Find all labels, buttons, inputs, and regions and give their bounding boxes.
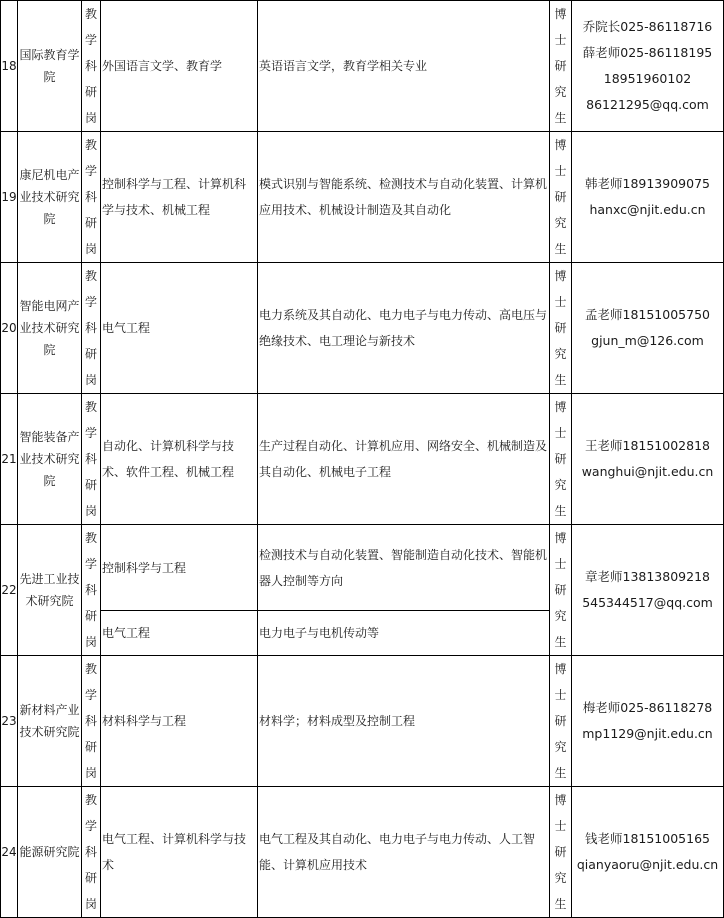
- contact-line: 545344517@qq.com: [582, 595, 713, 610]
- contact-line: 梅老师025-86118278: [582, 700, 713, 715]
- education-level: 博 士 研 究 生: [550, 394, 572, 525]
- major-cell: 电气工程、计算机科学与技术: [101, 787, 258, 918]
- table-row: [1, 787, 724, 918]
- post-category: 教 学 科 研 岗: [82, 1, 101, 132]
- contact-line: 乔院长025-86118716: [582, 19, 713, 34]
- contact-cell: [572, 525, 724, 656]
- college-name: 智能电网产业技术研究院: [18, 263, 82, 394]
- education-level: 博 士 研 究 生: [550, 1, 572, 132]
- contact-line: 韩老师18913909075: [585, 176, 710, 191]
- table-row: [1, 525, 724, 611]
- contact-line: 章老师13813809218: [585, 569, 710, 584]
- post-category: 教 学 科 研 岗: [82, 525, 101, 656]
- contact-line: 王老师18151002818: [585, 438, 710, 453]
- row-number: 24: [1, 787, 18, 918]
- contact-cell: [572, 132, 724, 263]
- table-body: [1, 1, 724, 918]
- college-name: 智能装备产业技术研究院: [18, 394, 82, 525]
- requirement-cell: 材料学；材料成型及控制工程: [258, 656, 550, 787]
- table-row: [1, 132, 724, 263]
- major-cell: 自动化、计算机科学与技术、软件工程、机械工程: [101, 394, 258, 525]
- contact-cell: [572, 787, 724, 918]
- row-number: 21: [1, 394, 18, 525]
- contact-line: 钱老师18151005165: [585, 831, 710, 846]
- requirement-cell: 电力电子与电机传动等: [258, 611, 550, 656]
- major-cell: 控制科学与工程、计算机科学与技术、机械工程: [101, 132, 258, 263]
- college-name: 先进工业技术研究院: [18, 525, 82, 656]
- post-category: 教 学 科 研 岗: [82, 263, 101, 394]
- requirement-cell: 电气工程及其自动化、电力电子与电力传动、人工智能、计算机应用技术: [258, 787, 550, 918]
- college-name: 能源研究院: [18, 787, 82, 918]
- education-level: 博 士 研 究 生: [550, 263, 572, 394]
- contact-cell: [572, 263, 724, 394]
- requirement-cell: 生产过程自动化、计算机应用、网络安全、机械制造及其自动化、机械电子工程: [258, 394, 550, 525]
- table-row: [1, 263, 724, 394]
- post-category: 教 学 科 研 岗: [82, 787, 101, 918]
- requirement-cell: 检测技术与自动化装置、智能制造自动化技术、智能机器人控制等方向: [258, 525, 550, 611]
- contact-line: 86121295@qq.com: [586, 97, 709, 112]
- contact-line: gjun_m@126.com: [591, 333, 704, 348]
- requirement-cell: 英语语言文学，教育学相关专业: [258, 1, 550, 132]
- post-category: 教 学 科 研 岗: [82, 656, 101, 787]
- row-number: 18: [1, 1, 18, 132]
- contact-cell: [572, 1, 724, 132]
- row-number: 22: [1, 525, 18, 656]
- college-name: 新材料产业技术研究院: [18, 656, 82, 787]
- post-category: 教 学 科 研 岗: [82, 394, 101, 525]
- row-number: 23: [1, 656, 18, 787]
- education-level: 博 士 研 究 生: [550, 525, 572, 656]
- education-level: 博 士 研 究 生: [550, 787, 572, 918]
- contact-line: mp1129@njit.edu.cn: [582, 726, 713, 741]
- table-row: [1, 394, 724, 525]
- major-cell: 外国语言文学、教育学: [101, 1, 258, 132]
- college-name: 康尼机电产业技术研究院: [18, 132, 82, 263]
- major-cell: 电气工程: [101, 611, 258, 656]
- requirement-cell: 电力系统及其自动化、电力电子与电力传动、高电压与绝缘技术、电工理论与新技术: [258, 263, 550, 394]
- requirement-cell: 模式识别与智能系统、检测技术与自动化装置、计算机应用技术、机械设计制造及其自动化: [258, 132, 550, 263]
- row-number: 19: [1, 132, 18, 263]
- contact-line: 薛老师025-86118195: [582, 45, 713, 60]
- major-cell: 材料科学与工程: [101, 656, 258, 787]
- education-level: 博 士 研 究 生: [550, 656, 572, 787]
- post-category: 教 学 科 研 岗: [82, 132, 101, 263]
- education-level: 博 士 研 究 生: [550, 132, 572, 263]
- row-number: 20: [1, 263, 18, 394]
- contact-line: qianyaoru@njit.edu.cn: [576, 857, 719, 872]
- contact-line: wanghui@njit.edu.cn: [581, 464, 714, 479]
- college-name: 国际教育学院: [18, 1, 82, 132]
- contact-cell: [572, 394, 724, 525]
- table-row: [1, 656, 724, 787]
- contact-line: hanxc@njit.edu.cn: [589, 202, 706, 217]
- major-cell: 控制科学与工程: [101, 525, 258, 611]
- contact-line: 18951960102: [603, 71, 692, 86]
- contact-cell: [572, 656, 724, 787]
- table-row: [1, 1, 724, 132]
- contact-line: 孟老师18151005750: [585, 307, 710, 322]
- major-cell: 电气工程: [101, 263, 258, 394]
